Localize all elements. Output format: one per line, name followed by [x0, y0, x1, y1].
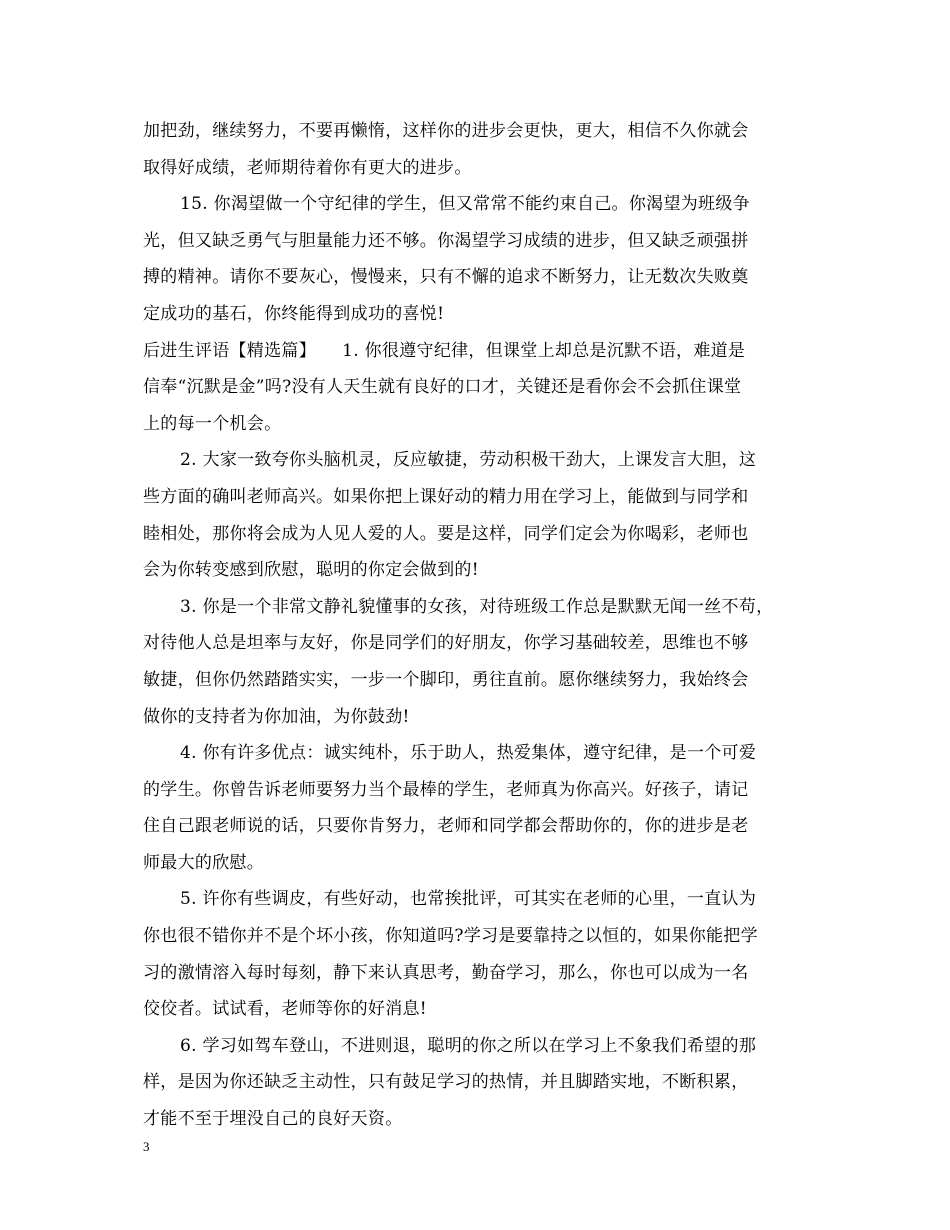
text-line: 的学生。你曾告诉老师要努力当个最棒的学生，老师真为你高兴。好孩子，请记 — [143, 779, 749, 800]
text-line: 定成功的基石，你终能得到成功的喜悦! — [143, 303, 445, 324]
text-line: 4. 你有许多优点：诚实纯朴，乐于助人，热爱集体，遵守纪律，是一个可爱 — [180, 743, 757, 764]
text-line: 15. 你渴望做一个守纪律的学生，但又常常不能约束自己。你渴望为班级争 — [180, 194, 750, 215]
text-line: 2. 大家一致夸你头脑机灵，反应敏捷，劳动积极干劲大，上课发言大胆，这 — [180, 450, 757, 471]
page-number: 3 — [143, 1139, 150, 1154]
text-line: 敏捷，但你仍然踏踏实实，一步一个脚印，勇往直前。愿你继续努力，我始终会 — [143, 669, 749, 690]
text-line: 习的激情溶入每时每刻，静下来认真思考，勤奋学习，那么，你也可以成为一名 — [143, 962, 749, 983]
text-line: 睦相处，那你将会成为人见人爱的人。要是这样，同学们定会为你喝彩，老师也 — [143, 523, 749, 544]
text-line: 对待他人总是坦率与友好，你是同学们的好朋友，你学习基础较差，思维也不够 — [143, 633, 749, 654]
text-line: 搏的精神。请你不要灰心，慢慢来，只有不懈的追求不断努力，让无数次失败奠 — [143, 267, 749, 288]
text-line: 才能不至于埋没自己的良好天资。 — [143, 1109, 403, 1130]
text-line: 6. 学习如驾车登山，不进则退，聪明的你之所以在学习上不象我们希望的那 — [180, 1035, 757, 1056]
text-line: 3. 你是一个非常文静礼貌懂事的女孩，对待班级工作总是默默无闻一丝不苟， — [180, 596, 774, 617]
text-line: 信奉“沉默是金”吗?没有人天生就有良好的口才，关键还是看你会不会抓住课堂 — [143, 377, 742, 398]
text-line: 样，是因为你还缺乏主动性，只有鼓足学习的热情，并且脚踏实地，不断积累， — [143, 1072, 749, 1093]
text-line: 些方面的确叫老师高兴。如果你把上课好动的精力用在学习上，能做到与同学和 — [143, 486, 749, 507]
text-line: 上的每一个机会。 — [143, 413, 282, 434]
document-body — [143, 113, 823, 1138]
section-heading-line: 后进生评语【精选篇】 1. 你很遵守纪律，但课堂上却总是沉默不语，难道是 — [143, 340, 746, 361]
text-line: 会为你转变感到欣慰，聪明的你定会做到的! — [143, 560, 479, 581]
text-line: 做你的支持者为你加油，为你鼓劲! — [143, 706, 410, 727]
text-line: 佼佼者。试试看，老师等你的好消息! — [143, 999, 427, 1020]
text-line: 师最大的欣慰。 — [143, 852, 265, 873]
text-line: 加把劲，继续努力，不要再懒惰，这样你的进步会更快，更大，相信不久你就会 — [143, 121, 749, 141]
text-line: 5. 许你有些调皮，有些好动，也常挨批评，可其实在老师的心里，一直认为 — [180, 889, 757, 910]
text-line: 光，但又缺乏勇气与胆量能力还不够。你渴望学习成绩的进步，但又缺乏顽强拼 — [143, 230, 749, 251]
text-line: 你也很不错你并不是个坏小孩，你知道吗?学习是要靠持之以恒的，如果你能把学 — [143, 926, 758, 947]
text-line: 取得好成绩，老师期待着你有更大的进步。 — [143, 157, 472, 178]
text-line: 住自己跟老师说的话，只要你肯努力，老师和同学都会帮助你的，你的进步是老 — [143, 816, 749, 837]
